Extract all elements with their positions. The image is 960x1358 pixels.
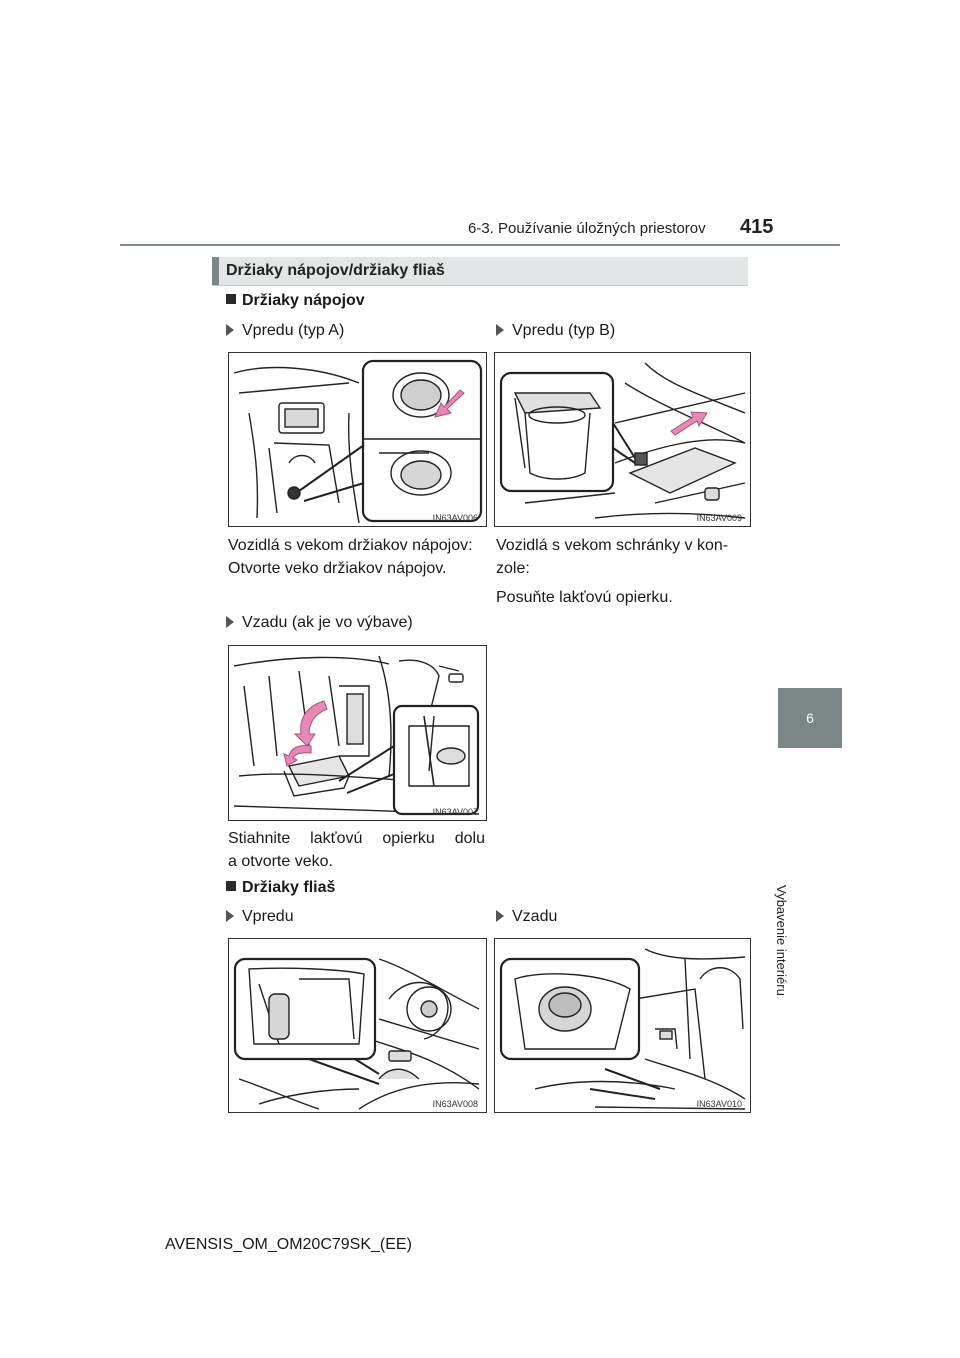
footer-document-code: AVENSIS_OM_OM20C79SK_(EE): [165, 1236, 412, 1253]
bottle-front-label-text: Vpredu: [242, 908, 294, 925]
rear-cup-holder-label: [226, 614, 413, 632]
bottle-holders-heading-text: Držiaky fliaš: [242, 879, 336, 896]
figure-rear-cup-holder: [228, 645, 487, 821]
triangle-bullet-icon: [496, 910, 504, 922]
figure-code: IN63AV007: [432, 807, 478, 817]
figure-code: IN63AV009: [696, 513, 742, 523]
section-title-bar: [212, 257, 748, 286]
figure-code: IN63AV010: [696, 1099, 742, 1109]
figure-front-type-a: [228, 352, 487, 527]
triangle-bullet-icon: [496, 324, 504, 336]
rear-cup-holder-label-text: Vzadu (ak je vo výbave): [242, 614, 413, 631]
cup-holders-heading: [226, 292, 365, 310]
rear-cup-holder-text-line1: Stiahnite lakťovú opierku dolu: [228, 830, 485, 847]
rear-cup-holder-text-line2: a otvorte veko.: [228, 853, 333, 870]
page-number: 415: [740, 216, 774, 238]
section-title: Držiaky nápojov/držiaky fliaš: [226, 262, 445, 279]
front-type-b-illustration: [495, 353, 750, 526]
figure-front-type-b: [494, 352, 751, 527]
front-type-b-label: [496, 322, 615, 340]
chapter-side-label-text: Vybavenie interiéru: [774, 885, 789, 996]
triangle-bullet-icon: [226, 616, 234, 628]
front-type-a-label: [226, 322, 344, 340]
square-bullet-icon: [226, 294, 236, 304]
figure-bottle-rear: [494, 938, 751, 1113]
figure-code: IN63AV006: [432, 513, 478, 523]
triangle-bullet-icon: [226, 910, 234, 922]
bottle-holders-heading: [226, 879, 335, 897]
triangle-bullet-icon: [226, 324, 234, 336]
chapter-tab: 6: [778, 688, 842, 748]
front-type-a-text: Vozidlá s vekom držiakov nápojov: Otvorte veko držiakov nápojov.: [228, 537, 473, 577]
front-type-b-text-1: Vozidlá s vekom schránky v kon-zole:: [496, 537, 729, 577]
bottle-front-label: [226, 908, 294, 926]
bottle-rear-illustration: [495, 939, 750, 1112]
front-type-b-label-text: Vpredu (typ B): [512, 322, 616, 339]
rear-cup-holder-illustration: [229, 646, 486, 820]
figure-bottle-front: [228, 938, 487, 1113]
section-bar-marker: [212, 257, 219, 285]
chapter-side-label: [774, 760, 807, 996]
front-type-a-label-text: Vpredu (typ A): [242, 322, 345, 339]
figure-code: IN63AV008: [432, 1099, 478, 1109]
square-bullet-icon: [226, 881, 236, 891]
front-type-a-illustration: [229, 353, 486, 526]
bottle-rear-label-text: Vzadu: [512, 908, 558, 925]
bottle-front-illustration: [229, 939, 486, 1112]
header-section-title: 6-3. Používanie úložných priestorov: [468, 220, 706, 237]
bottle-rear-label: [496, 908, 557, 926]
front-type-b-text-2: Posuňte lakťovú opierku.: [496, 589, 673, 606]
header-rule: [120, 244, 840, 246]
cup-holders-heading-text: Držiaky nápojov: [242, 292, 365, 309]
